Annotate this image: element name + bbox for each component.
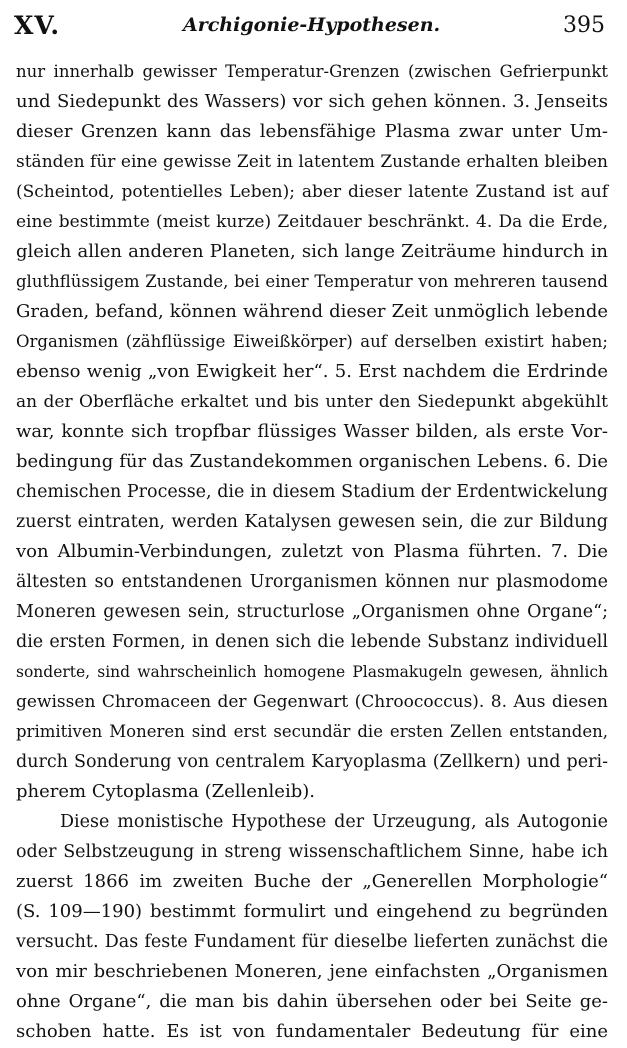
text-line: gluthflüssigem Zustande, bei einer Temperatur von mehreren tausend bbox=[16, 272, 608, 291]
text-line: Graden, befand, können während dieser Zeit unmöglich lebende bbox=[16, 301, 608, 322]
body-text bbox=[16, 57, 608, 1047]
paragraph-1 bbox=[16, 57, 608, 807]
text-line: ebenso wenig „von Ewigkeit her“. 5. Erst nachdem die Erdrinde bbox=[16, 361, 608, 382]
text-line: versucht. Das feste Fundament für dieselbe lieferten zunächst die bbox=[16, 932, 608, 952]
text-line: war, konnte sich tropfbar flüssiges Wasser bilden, als erste Vor- bbox=[16, 421, 608, 442]
text-line: (S. 109—190) bestimmt formulirt und eingehend zu begründen bbox=[16, 901, 608, 922]
text-line: die ersten Formen, in denen sich die lebende Substanz individuell bbox=[16, 632, 608, 652]
text-line: gewissen Chromaceen der Gegenwart (Chroococcus). 8. Aus diesen bbox=[16, 692, 608, 712]
page-header bbox=[14, 8, 605, 42]
text-line: Organismen (zähflüssige Eiweißkörper) auf derselben existirt haben; bbox=[16, 332, 608, 351]
text-line: dieser Grenzen kann das lebensfähige Plasma zwar unter Um- bbox=[16, 121, 608, 142]
paragraph-2 bbox=[16, 807, 608, 1047]
text-line: von mir beschriebenen Moneren, jene einfachsten „Organismen bbox=[16, 961, 608, 982]
text-line: zuerst eintraten, werden Katalysen gewesen sein, die zur Bildung bbox=[16, 512, 608, 532]
text-line: gleich allen anderen Planeten, sich lange Zeiträume hindurch in bbox=[16, 241, 608, 262]
text-line: ohne Organe“, die man bis dahin übersehen oder bei Seite ge- bbox=[16, 991, 608, 1012]
text-line: und Siedepunkt des Wassers) vor sich gehen können. 3. Jenseits bbox=[16, 91, 608, 112]
text-line: Moneren gewesen sein, structurlose „Organismen ohne Organe“; bbox=[16, 602, 608, 622]
text-line: schoben hatte. Es ist von fundamentaler Bedeutung für eine bbox=[16, 1021, 608, 1042]
text-line: chemischen Processe, die in diesem Stadium der Erdentwickelung bbox=[16, 482, 608, 502]
text-line: an der Oberfläche erkaltet und bis unter den Siedepunkt abgekühlt bbox=[16, 392, 608, 412]
text-line: eine bestimmte (meist kurze) Zeitdauer beschränkt. 4. Da die Erde, bbox=[16, 212, 608, 232]
text-line: ständen für eine gewisse Zeit in latentem Zustande erhalten bleiben bbox=[16, 152, 608, 172]
text-line: zuerst 1866 im zweiten Buche der „Generellen Morphologie“ bbox=[16, 871, 608, 892]
page-number: 395 bbox=[563, 12, 605, 38]
text-line: bedingung für das Zustandekommen organischen Lebens. 6. Die bbox=[16, 451, 608, 472]
text-line: von Albumin-Verbindungen, zuletzt von Plasma führten. 7. Die bbox=[16, 541, 608, 562]
text-line: durch Sonderung von centralem Karyoplasma (Zellkern) und peri- bbox=[16, 752, 608, 772]
chapter-number: XV. bbox=[14, 10, 61, 40]
text-line: primitiven Moneren sind erst secundär die ersten Zellen entstanden, bbox=[16, 722, 608, 741]
text-line: (Scheintod, potentielles Leben); aber dieser latente Zustand ist auf bbox=[16, 182, 608, 202]
text-line: oder Selbstzeugung in streng wissenschaftlichem Sinne, habe ich bbox=[16, 842, 608, 862]
text-line: sonderte, sind wahrscheinlich homogene Plasmakugeln gewesen, ähnlich bbox=[16, 663, 608, 681]
text-line: pherem Cytoplasma (Zellenleib). bbox=[16, 781, 315, 802]
text-line: ältesten so entstandenen Urorganismen können nur plasmodome bbox=[16, 572, 608, 592]
running-title: Archigonie-Hypothesen. bbox=[182, 14, 441, 36]
text-line: nur innerhalb gewisser Temperatur-Grenzen (zwischen Gefrierpunkt bbox=[16, 62, 608, 81]
text-line: Diese monistische Hypothese der Urzeugung, als Autogonie bbox=[60, 812, 608, 832]
